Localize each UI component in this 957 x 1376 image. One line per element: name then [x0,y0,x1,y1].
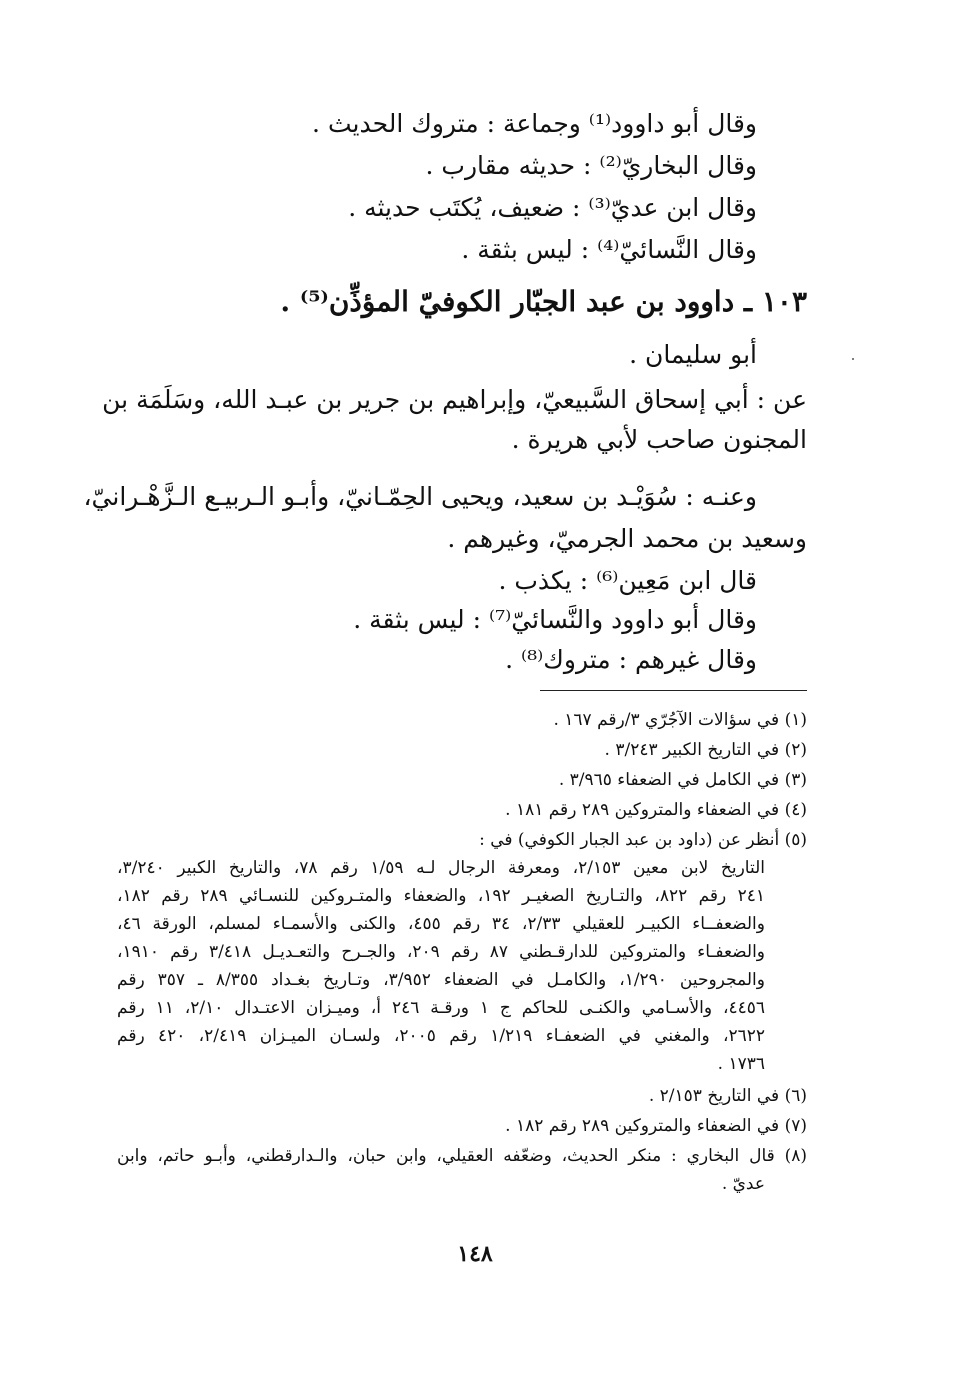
verdict-ibn-main: قال ابن مَعِين⁽⁶⁾ : يكذب . [498,566,757,595]
footnote-7: (٧) في الضعفاء والمتروكين ٢٨٩ رقم ١٨٢ . [505,1116,807,1136]
footnote-5-line: التاريخ لابن معين ٢/١٥٣، ومعرفة الرجال لـه ١/٥٩ رقم ٧٨، والتاريخ الكبير ٣/٢٤٠، [117,858,765,878]
footnote-5-line: والضعفـاء والمتروكين للدارقـطني ٨٧ رقم ٢٠٩، والجـرح والتعـديـل ٣/٤١٨ رقم ١٩١٠، [117,942,766,962]
teachers-line-1: عن : أبي إسحاق السَّبيعيّ، وإبراهيم بن جرير بن عبـد الله، وسَلَمَة بن [102,385,807,414]
footnote-3: (٣) في الكامل في الضعفاء ٣/٩٦٥ . [558,770,807,790]
footnote-5-line: والضعفــاء الكبيـر للعقيلي ٢/٣٣، ٣٤ رقم ٤٥٥، والكنى والأسمـاء لمسلم، الورقة ٤٦، [117,914,765,934]
footnote-1: (١) في سؤالات الآجُرّي ٣/رقم ١٦٧ . [553,710,807,730]
students-line-2: وسعيد بن محمد الجرميّ، وغيرهم . [447,524,807,553]
footnote-2: (٢) في التاريخ الكبير ٣/٢٤٣ . [604,740,807,760]
quote-bukhari: وقال البخاريّ⁽²⁾ : حديثه مقارب . [425,151,757,180]
footnote-6: (٦) في التاريخ ٢/١٥٣ . [648,1086,807,1106]
students-line-1: وعنـه : سُوَيْـد بن سعيد، ويحيى الحِمّـانيّ، وأبـو الـربيـع الـزَّهْـرانيّ، [83,482,757,511]
quote-nasai: وقال النَّسائيّ⁽⁴⁾ : ليس بثقة . [461,235,757,264]
footnote-5-line: والمجروحين ١/٢٩٠، والكامـل في الضعفاء ٣/٩٥٢، وتـاريخ بغـداد ٨/٣٥٥ ـ ٣٥٧ رقم [117,970,765,990]
verdict-others: وقال غيرهم : متروك⁽⁸⁾ . [505,645,757,674]
page-number: ١٤٨ [457,1241,493,1267]
footnote-5-line: ٤٤٥٦، والأسـامي والكنـى للحاكم ج ١ ورقـة ٢٤٦ أ، وميـزان الاعتـدال ٢/١٠، ١١ رقم [117,998,766,1018]
kunya-line: أبو سليمان . [629,340,757,369]
stray-mark [852,358,854,360]
quote-abu-dawud: وقال أبو داوود⁽¹⁾ وجماعة : متروك الحديث . [312,109,757,138]
footnote-4: (٤) في الضعفاء والمتروكين ٢٨٩ رقم ١٨١ . [505,800,807,820]
teachers-line-2: المجنون صاحب لأبي هريرة . [511,425,807,454]
footnote-5-intro: (٥) أنظر عن (داود بن عبد الجبار الكوفي) في : [479,830,807,850]
footnote-5-line: ٢٤١ رقم ٨٢٢، والتـاريخ الصغيـر ١٩٢، والضعفاء والمتـروكين للنسـائي ٢٨٩ رقم ١٨٢، [117,886,765,906]
verdict-abu-dawud-nasai: وقال أبو داوود والنَّسائيّ⁽⁷⁾ : ليس بثقة . [353,605,757,634]
footnote-8-line-2: عديّ . [721,1174,765,1194]
quote-ibn-adi: وقال ابن عديّ⁽³⁾ : ضعيف، يُكتَب حديثه . [348,193,757,222]
entry-heading: ١٠٣ ـ داوود بن عبد الجبّار الكوفيّ المؤذِّن⁽⁵⁾ . [280,285,807,318]
footnote-5-line: ٢٦٢٢، والمغني في الضعفـاء ١/٢١٩ رقم ٢٠٠٥، ولسـان الميـزان ٢/٤١٩، ٤٢٠ رقم [117,1026,765,1046]
footnote-5-line: ١٧٣٦ . [717,1054,765,1074]
footnote-8-line-1: (٨) قال البخاري : منكر الحديث، وضعّفه العقيلي، وابن حبان، والـدارقطني، وأبـو حاتم، وابن [117,1146,807,1166]
footnote-separator [540,690,807,691]
